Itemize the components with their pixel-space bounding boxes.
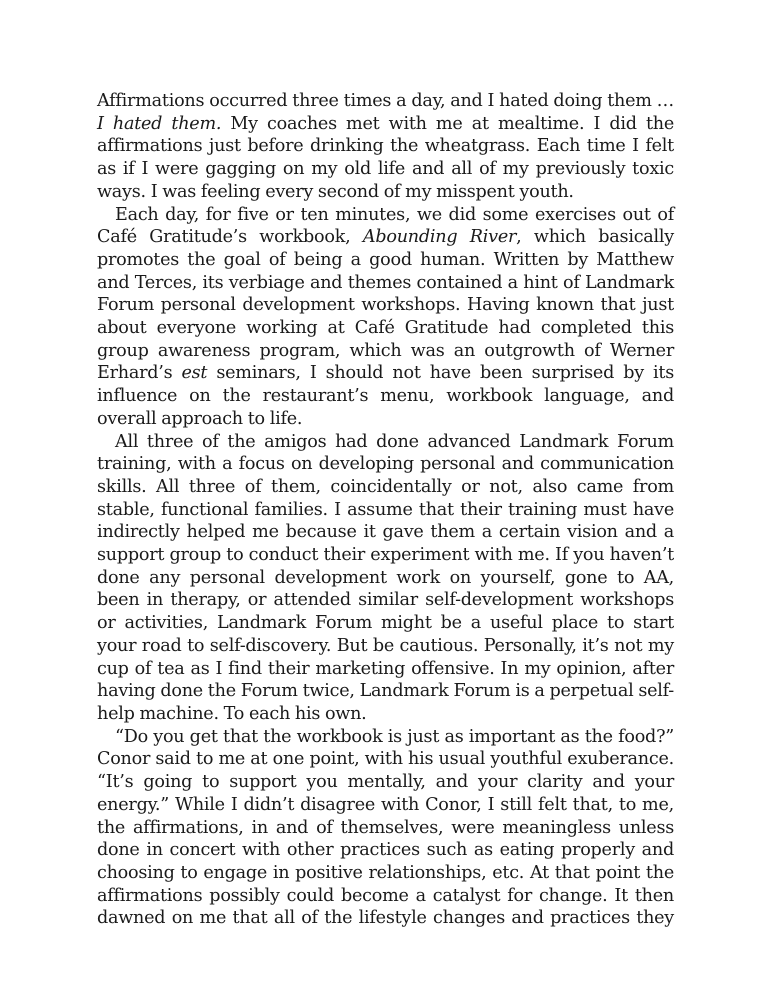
text-segment: “Do you get that the workbook is just as important as the food?” Conor said to me at one point, with his usual youthful exuberance. “It’s going to support you mentally, and your clarity and your energy.” While I didn’t disagree with Conor, I still felt that, to me, the affirmations, in and of themselves, were meaningless unless done in concert with other practices such as eating properly and choosing to engage in positive relationships, etc. At that point the affirmations possibly could become a catalyst for change. It then dawned on me that all of the lifestyle changes and practices they — [97, 726, 674, 929]
text-segment: All three of the amigos had done advanced Landmark Forum training, with a focus on developing personal and communication skills. All three of them, coincidentally or not, also came from stable, functional families. I assume that their training must have indirectly helped me because it gave them a certain vision and a support group to conduct their experiment with me. If you haven’t done any personal development work on yourself, gone to AA, been in therapy, or attended similar self-development workshops or activities, Landmark Forum might be a useful place to start your road to self-discovery. But be cautious. Personally, it’s not my cup of tea as I find their marketing offensive. In my opinion, after having done the Forum twice, Landmark Forum is a perpetual self-help machine. To each his own. — [97, 431, 674, 724]
paragraph — [97, 90, 674, 204]
text-segment: Each day, for five or ten minutes, we did some exercises out of Café Gratitude’s workbook, — [97, 204, 674, 248]
paragraph — [97, 726, 674, 930]
body-text — [97, 90, 674, 930]
paragraph — [97, 204, 674, 431]
text-segment: Affirmations occurred three times a day, and I hated doing them … — [97, 91, 674, 111]
paragraph — [97, 431, 674, 726]
book-title: Abounding River — [362, 227, 517, 248]
text-segment: My coaches met with me at mealtime. I did the affirmations just before drinking the wheatgrass. Each time I felt as if I were gagging on my old life and all of my previously toxic ways. I was feeling every second of my misspent youth. — [97, 113, 675, 202]
italic-term: est — [181, 363, 208, 384]
text-segment: , which basically promotes the goal of being a good human. Written by Matthew and Terces, its verbiage and themes contained a hint of Landmark Forum personal development workshops. Having known that just about everyone working at Café Gratitude had completed this group awareness program, which was an outgrowth of Werner Erhard’s — [97, 227, 674, 384]
italic-phrase: I hated them. — [97, 113, 222, 134]
text-segment: seminars, I should not have been surprised by its influence on the restaurant’s menu, workbook language, and overall approach to life. — [97, 363, 674, 429]
